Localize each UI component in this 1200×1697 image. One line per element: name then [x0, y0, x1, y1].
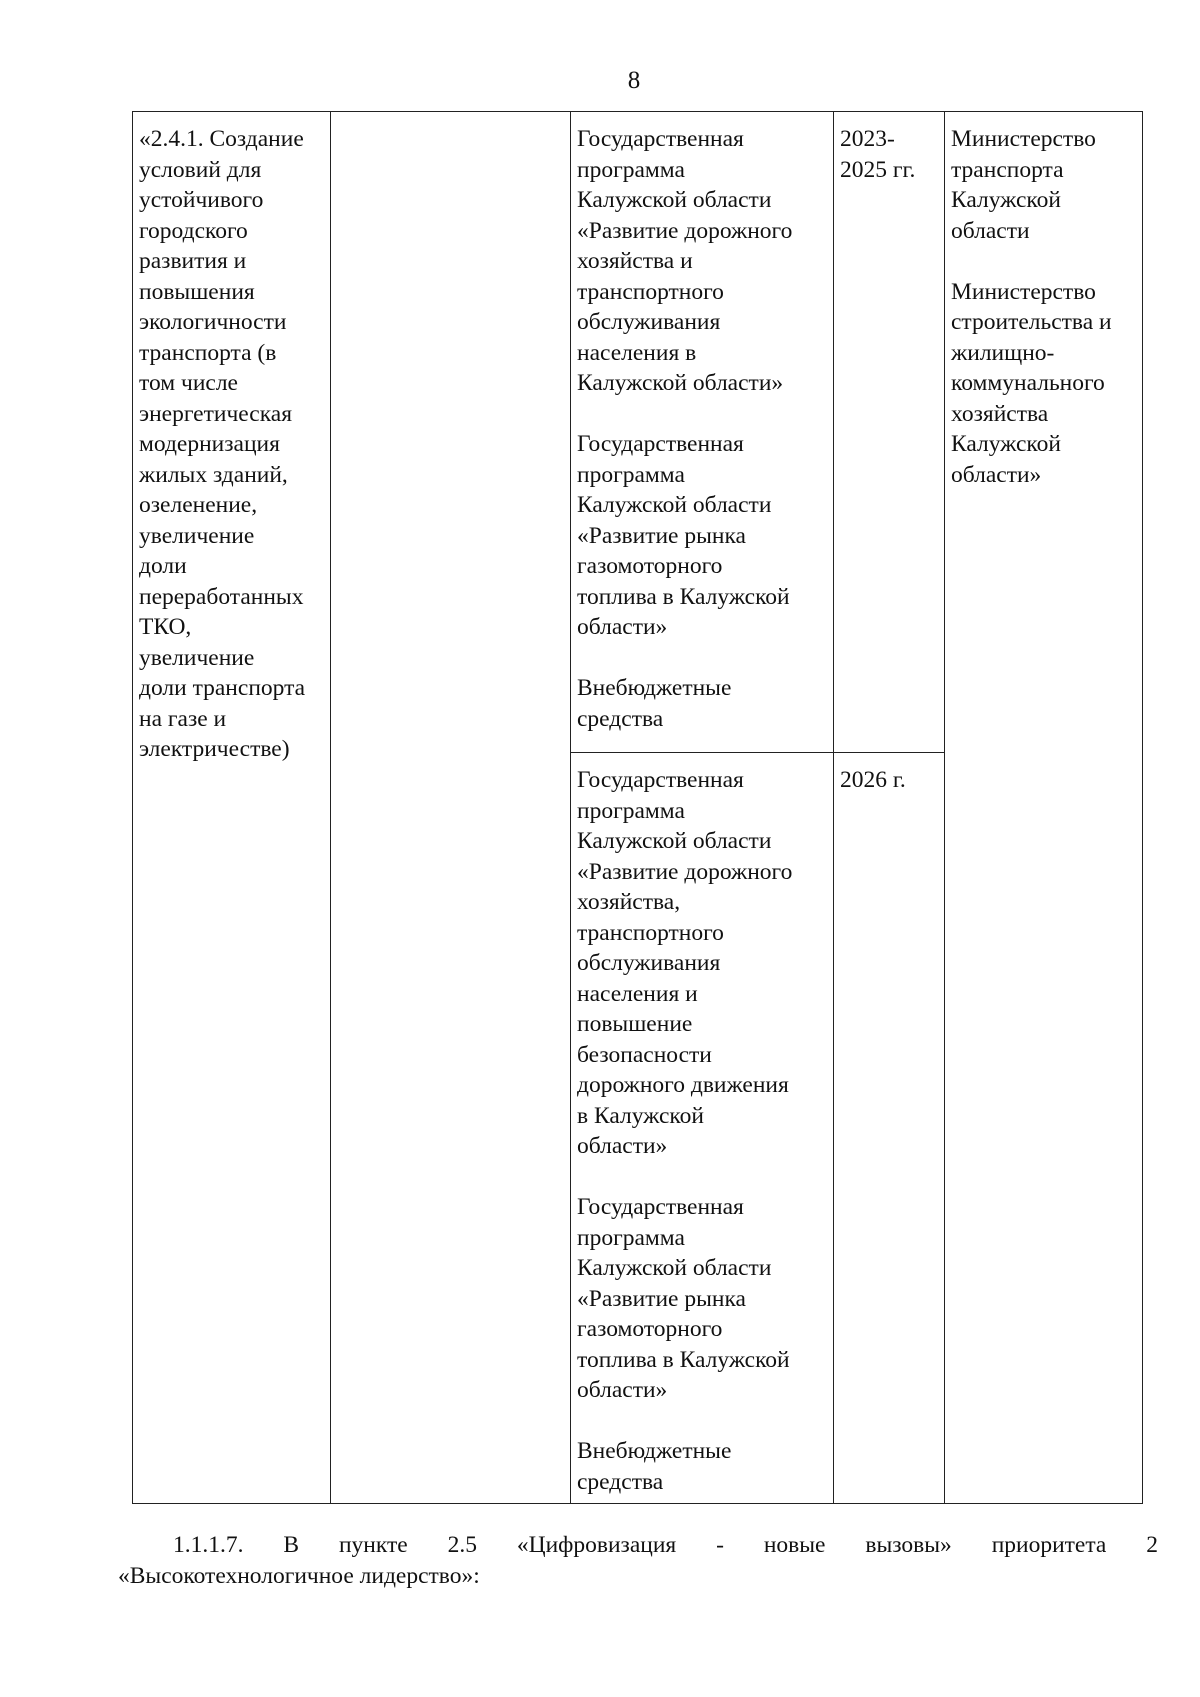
- source-line: области»: [577, 614, 668, 640]
- goal-line: увеличение: [139, 644, 255, 671]
- paragraph-word: 1.1.1.7.: [173, 1532, 244, 1558]
- source-line: области»: [577, 1377, 668, 1403]
- goal-line: повышения: [139, 278, 255, 305]
- goal-line: энергетическая: [139, 400, 293, 427]
- source-line: обслуживания: [577, 309, 721, 335]
- source-line: «Развитие дорожного: [577, 217, 793, 244]
- sources-cell-2023-2025: [571, 112, 834, 753]
- paragraph-word: пункте: [338, 1532, 408, 1558]
- block-gap: [951, 246, 1136, 277]
- paragraph-word: вызовы»: [865, 1532, 952, 1558]
- source-line: Калужской области: [577, 1255, 772, 1281]
- responsible-line: Калужской: [951, 431, 1061, 457]
- source-line: хозяйства,: [577, 889, 681, 915]
- goal-line: экологичности: [139, 309, 287, 335]
- goal-line: устойчивого: [139, 187, 264, 213]
- page-number: 8: [627, 67, 641, 94]
- sources-2023-2025: [577, 124, 827, 734]
- goal-line: на газе и: [139, 705, 227, 732]
- source-line: транспортного: [577, 919, 724, 946]
- amendment-paragraph: [118, 1530, 1158, 1592]
- goal-line: транспорта (в: [139, 339, 277, 366]
- goal-line: модернизация: [139, 431, 280, 457]
- responsible-line: Министерство: [951, 278, 1096, 305]
- source-line: Государственная: [577, 767, 744, 793]
- paragraph-line-2: «Высокотехнологичное лидерство»:: [118, 1563, 480, 1589]
- goal-line: развития и: [139, 248, 247, 274]
- paragraph-word: 2.5: [447, 1532, 477, 1558]
- source-line: «Развитие рынка: [577, 522, 746, 549]
- source-line: транспортного: [577, 278, 724, 305]
- sources-2026: [577, 765, 827, 1497]
- source-line: Государственная: [577, 126, 744, 152]
- years-2023-2025: [840, 124, 938, 185]
- responsible-line: транспорта: [951, 156, 1064, 183]
- responsible-line: области»: [951, 461, 1042, 488]
- paragraph-word: новые: [763, 1532, 826, 1558]
- paragraph-word: В: [283, 1532, 300, 1558]
- source-line: области»: [577, 1133, 668, 1159]
- goal-line: жилых зданий,: [139, 461, 288, 488]
- goal-cell: [133, 112, 331, 1504]
- goal-line: доли: [139, 553, 187, 579]
- block-gap: [577, 1162, 827, 1193]
- sources-cell-2026: [571, 753, 834, 1504]
- paragraph-word: «Цифровизация: [516, 1532, 677, 1558]
- source-line: газомоторного: [577, 1316, 723, 1342]
- responsible-line: строительства и: [951, 309, 1112, 335]
- paragraph-line-1: [118, 1530, 1158, 1561]
- goal-line: «2.4.1. Создание: [139, 126, 304, 152]
- responsible-line: жилищно-: [951, 339, 1055, 366]
- block-gap: [577, 643, 827, 674]
- source-line: Внебюджетные: [577, 675, 732, 701]
- source-line: Калужской области»: [577, 370, 784, 396]
- source-line: топлива в Калужской: [577, 1346, 790, 1373]
- paragraph-word: -: [716, 1532, 724, 1558]
- priority-table: [132, 111, 1143, 1504]
- years-2026: [840, 765, 938, 796]
- source-line: Калужской области: [577, 828, 772, 854]
- source-line: Государственная: [577, 431, 744, 457]
- source-line: Государственная: [577, 1194, 744, 1220]
- source-line: Внебюджетные: [577, 1438, 732, 1464]
- source-line: газомоторного: [577, 553, 723, 579]
- block-gap: [577, 1406, 827, 1437]
- goal-line: городского: [139, 217, 248, 244]
- years-line: 2026 г.: [840, 767, 906, 793]
- paragraph-word: 2: [1146, 1532, 1158, 1558]
- source-line: средства: [577, 1468, 664, 1495]
- goal-line: увеличение: [139, 522, 255, 549]
- source-line: населения и: [577, 980, 698, 1007]
- goal-line: переработанных: [139, 583, 304, 610]
- responsible-line: Министерство: [951, 126, 1096, 152]
- source-line: программа: [577, 461, 685, 488]
- years-cell-2023-2025: [834, 112, 945, 753]
- goal-line: том числе: [139, 370, 238, 396]
- source-line: Калужской области: [577, 492, 772, 518]
- goal-line: доли транспорта: [139, 675, 306, 701]
- responsible-text: [951, 124, 1136, 490]
- source-line: программа: [577, 156, 685, 183]
- years-line: 2025 гг.: [840, 156, 916, 183]
- source-line: населения в: [577, 339, 697, 366]
- indicator-cell: [331, 112, 571, 1504]
- source-line: программа: [577, 797, 685, 824]
- source-line: средства: [577, 705, 664, 732]
- goal-line: электричестве): [139, 736, 290, 762]
- source-line: Калужской области: [577, 187, 772, 213]
- responsible-line: Калужской: [951, 187, 1061, 213]
- source-line: в Калужской: [577, 1102, 704, 1129]
- paragraph-word: приоритета: [991, 1532, 1107, 1558]
- responsible-line: коммунального: [951, 370, 1105, 396]
- source-line: хозяйства и: [577, 248, 693, 274]
- responsible-cell: [945, 112, 1143, 1504]
- source-line: повышение: [577, 1011, 693, 1037]
- goal-text: [139, 124, 328, 765]
- source-line: дорожного движения: [577, 1072, 789, 1098]
- years-cell-2026: [834, 753, 945, 1504]
- responsible-line: хозяйства: [951, 400, 1049, 427]
- source-line: обслуживания: [577, 950, 721, 976]
- source-line: безопасности: [577, 1041, 712, 1068]
- responsible-line: области: [951, 217, 1030, 244]
- goal-line: ТКО,: [139, 614, 192, 640]
- source-line: топлива в Калужской: [577, 583, 790, 610]
- goal-line: озеленение,: [139, 492, 258, 518]
- source-line: «Развитие рынка: [577, 1285, 746, 1312]
- years-line: 2023-: [840, 126, 895, 152]
- goal-line: условий для: [139, 156, 262, 183]
- source-line: «Развитие дорожного: [577, 858, 793, 885]
- block-gap: [577, 399, 827, 430]
- source-line: программа: [577, 1224, 685, 1251]
